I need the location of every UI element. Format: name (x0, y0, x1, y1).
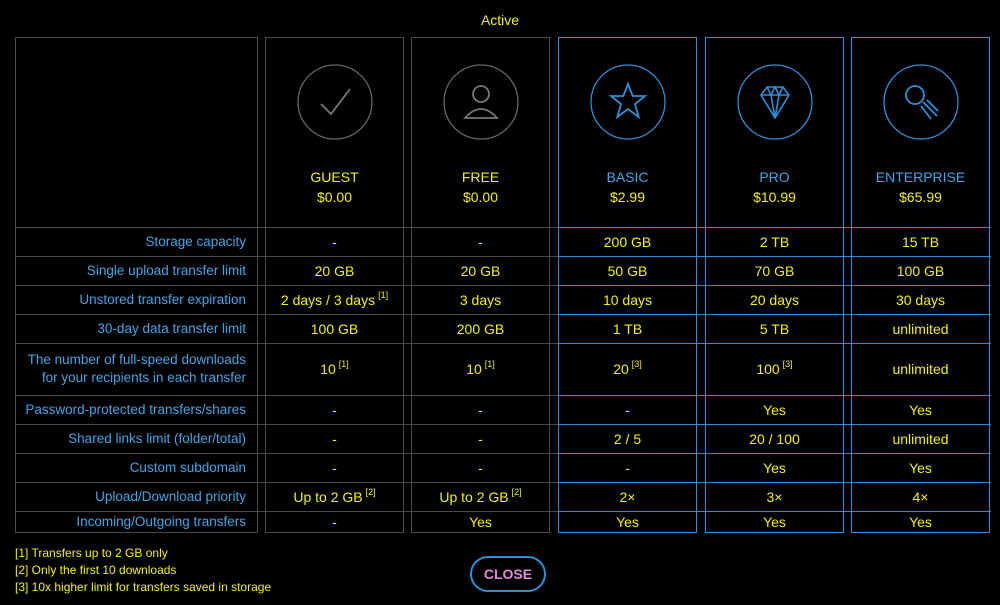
table-cell: 200 GB (603, 233, 652, 250)
diamond-icon (737, 64, 813, 140)
table-cell: 3× (766, 488, 783, 505)
table-cell: 2 / 5 (613, 430, 642, 447)
feature-label: Single upload transfer limit (86, 262, 246, 278)
table-cell: unlimited (892, 430, 949, 447)
table-cell: - (332, 459, 337, 476)
table-cell: 10 days (602, 291, 653, 308)
table-cell: unlimited (892, 320, 949, 337)
table-cell: 50 GB (607, 262, 648, 279)
close-button[interactable]: CLOSE (470, 556, 546, 592)
table-cell: 200 GB (456, 320, 505, 337)
footnote: [2] Only the first 10 downloads (15, 563, 177, 577)
table-cell: Yes (469, 514, 492, 530)
table-cell: 100 GB (310, 320, 359, 337)
plan-name: BASIC (606, 169, 649, 185)
table-cell: 10 [1] (466, 359, 495, 377)
table-cell: 15 TB (901, 233, 940, 250)
feature-label: Custom subdomain (129, 459, 246, 475)
star-icon (590, 64, 666, 140)
plan-price: $2.99 (609, 189, 646, 205)
table-cell: - (478, 401, 483, 418)
table-cell: - (625, 459, 630, 476)
footnote: [3] 10x higher limit for transfers saved in storage (15, 580, 272, 594)
table-cell: 20 GB (314, 262, 355, 279)
table-cell: - (332, 430, 337, 447)
table-cell: Up to 2 GB [2] (293, 486, 376, 505)
footnotes (15, 545, 271, 596)
plan-price: $65.99 (899, 189, 942, 205)
table-cell: 100 [3] (756, 359, 793, 377)
table-cell: 10 [1] (320, 359, 349, 377)
table-cell: 20 [3] (613, 359, 642, 377)
table-cell: - (332, 514, 337, 530)
table-cell: - (332, 233, 337, 250)
plan-price: $0.00 (316, 189, 353, 205)
table-cell: 20 / 100 (749, 430, 800, 447)
table-cell: Yes (909, 514, 932, 530)
table-cell: - (478, 459, 483, 476)
footnote: [1] Transfers up to 2 GB only (15, 546, 168, 560)
feature-label: Incoming/Outgoing transfers (76, 514, 246, 529)
table-cell: 30 days (895, 291, 946, 308)
feature-label: Password-protected transfers/shares (25, 401, 246, 417)
plan-name: PRO (759, 169, 790, 185)
plan-name: GUEST (310, 169, 359, 185)
table-cell: - (478, 233, 483, 250)
person-icon (443, 64, 519, 140)
table-cell: 100 GB (896, 262, 945, 279)
feature-label: The number of full-speed downloads for your recipients in each transfer (27, 352, 246, 385)
table-cell: 5 TB (759, 320, 790, 337)
table-cell: Yes (763, 401, 786, 418)
plan-name: FREE (461, 169, 500, 185)
plan-name: ENTERPRISE (875, 169, 966, 185)
table-cell: Up to 2 GB [2] (439, 486, 522, 505)
feature-label: Unstored transfer expiration (79, 291, 246, 307)
table-cell: Yes (909, 401, 932, 418)
table-cell: Yes (616, 514, 639, 530)
rocket-icon (883, 64, 959, 140)
table-cell: - (478, 430, 483, 447)
feature-label: Storage capacity (145, 233, 246, 249)
feature-label: Upload/Download priority (95, 488, 246, 504)
active-plan-label: Active (480, 12, 520, 28)
feature-label: Shared links limit (folder/total) (68, 430, 246, 446)
table-cell: Yes (763, 514, 786, 530)
feature-label: 30-day data transfer limit (97, 320, 246, 336)
table-cell: unlimited (892, 361, 949, 377)
table-cell: 20 GB (460, 262, 501, 279)
table-cell: - (625, 401, 630, 418)
checkmark-icon (297, 64, 373, 140)
plan-price: $0.00 (462, 189, 499, 205)
table-cell: 4× (912, 488, 929, 505)
table-cell: - (332, 401, 337, 418)
table-cell: 1 TB (612, 320, 643, 337)
table-cell: 2 days / 3 days [1] (280, 289, 389, 308)
table-cell: 20 days (749, 291, 800, 308)
table-cell: 70 GB (754, 262, 795, 279)
table-cell: 2× (619, 488, 636, 505)
table-cell: 3 days (459, 291, 502, 308)
table-cell: Yes (763, 459, 786, 476)
table-cell: Yes (909, 459, 932, 476)
table-cell: 2 TB (759, 233, 790, 250)
plan-price: $10.99 (753, 189, 796, 205)
